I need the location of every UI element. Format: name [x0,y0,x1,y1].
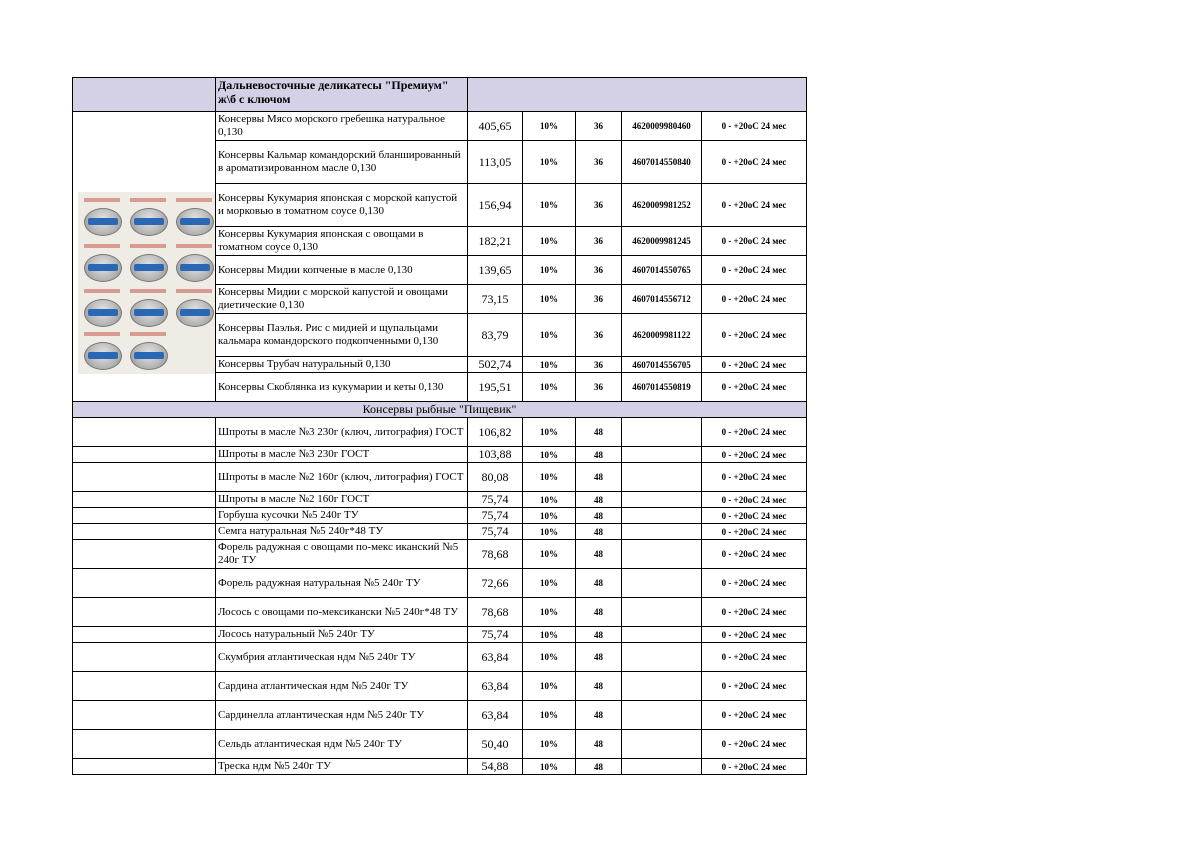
product-pack-qty: 48 [576,569,622,598]
can-icon [176,208,214,236]
product-barcode [622,759,702,775]
product-vat: 10% [523,112,576,141]
product-price: 83,79 [468,314,523,357]
product-vat: 10% [523,314,576,357]
can-icon [84,342,122,370]
product-storage: 0 - +20oC 24 мес [702,540,807,569]
empty-cell [73,730,216,759]
product-price: 73,15 [468,285,523,314]
product-barcode: 4620009980460 [622,112,702,141]
product-vat: 10% [523,492,576,508]
product-pack-qty: 36 [576,227,622,256]
product-barcode [622,418,702,447]
product-storage: 0 - +20oC 24 мес [702,227,807,256]
product-vat: 10% [523,256,576,285]
can-caption [130,289,166,293]
product-name: Лосось с овощами по-мексикански №5 240г*48 ТУ [216,598,468,627]
product-pack-qty: 36 [576,357,622,373]
product-storage: 0 - +20oC 24 мес [702,569,807,598]
table-row [73,492,807,508]
section-premium-header [73,78,807,112]
can-caption [130,332,166,336]
product-price: 502,74 [468,357,523,373]
product-name: Форель радужная с овощами по-мекс иканский №5 240г ТУ [216,540,468,569]
product-storage: 0 - +20oC 24 мес [702,256,807,285]
table-row [73,540,807,569]
product-price: 113,05 [468,141,523,184]
product-price: 50,40 [468,730,523,759]
product-name: Консервы Кальмар командорский бланшированный в ароматизированном масле 0,130 [216,141,468,184]
product-barcode: 4607014556705 [622,357,702,373]
product-vat: 10% [523,643,576,672]
product-barcode [622,463,702,492]
empty-cell [73,463,216,492]
product-storage: 0 - +20oC 24 мес [702,141,807,184]
product-name: Лосось натуральный №5 240г ТУ [216,627,468,643]
product-storage: 0 - +20oC 24 мес [702,314,807,357]
product-price: 63,84 [468,672,523,701]
can-caption [130,198,166,202]
can-caption [84,332,120,336]
product-barcode: 4620009981122 [622,314,702,357]
product-vat: 10% [523,672,576,701]
product-price: 75,74 [468,627,523,643]
product-storage: 0 - +20oC 24 мес [702,463,807,492]
product-price: 75,74 [468,524,523,540]
product-storage: 0 - +20oC 24 мес [702,492,807,508]
product-barcode: 4620009981245 [622,227,702,256]
product-pack-qty: 36 [576,256,622,285]
table-row [73,112,807,141]
product-price: 63,84 [468,701,523,730]
product-name: Шпроты в масле №2 160г ГОСТ [216,492,468,508]
product-barcode [622,569,702,598]
table-row [73,463,807,492]
product-pack-qty: 48 [576,418,622,447]
product-price: 156,94 [468,184,523,227]
product-name: Шпроты в масле №3 230г ГОСТ [216,447,468,463]
table-row [73,569,807,598]
canned-seafood-photo [78,192,216,374]
product-name: Скумбрия атлантическая ндм №5 240г ТУ [216,643,468,672]
product-name: Сардинелла атлантическая ндм №5 240г ТУ [216,701,468,730]
table-row [73,598,807,627]
product-photo-cell [73,112,216,402]
product-barcode [622,598,702,627]
product-vat: 10% [523,540,576,569]
empty-cell [73,627,216,643]
product-barcode [622,540,702,569]
product-name: Шпроты в масле №3 230г (ключ, литография) ГОСТ [216,418,468,447]
can-caption [84,289,120,293]
empty-cell [73,643,216,672]
price-table [72,77,807,775]
product-vat: 10% [523,508,576,524]
product-storage: 0 - +20oC 24 мес [702,627,807,643]
product-barcode: 4607014550765 [622,256,702,285]
section-premium-title-line2: ж\б с ключом [218,92,291,106]
table-row [73,508,807,524]
product-pack-qty: 48 [576,627,622,643]
product-pack-qty: 48 [576,463,622,492]
can-caption [176,289,212,293]
product-pack-qty: 36 [576,112,622,141]
table-row [73,701,807,730]
product-vat: 10% [523,627,576,643]
product-barcode [622,508,702,524]
product-price: 106,82 [468,418,523,447]
product-barcode: 4607014556712 [622,285,702,314]
product-pack-qty: 36 [576,285,622,314]
product-name: Консервы Кукумария японская с овощами в томатном соусе 0,130 [216,227,468,256]
section-pishchevik-header [73,402,807,418]
product-barcode [622,492,702,508]
table-row [73,643,807,672]
product-pack-qty: 36 [576,373,622,402]
product-vat: 10% [523,524,576,540]
section-pishchevik-title: Консервы рыбные "Пищевик" [73,402,807,418]
can-icon [84,208,122,236]
product-vat: 10% [523,227,576,256]
product-vat: 10% [523,730,576,759]
product-name: Форель радужная натуральная №5 240г ТУ [216,569,468,598]
can-caption [130,244,166,248]
product-price: 195,51 [468,373,523,402]
product-storage: 0 - +20oC 24 мес [702,598,807,627]
can-icon [176,254,214,282]
empty-cell [73,759,216,775]
product-price: 405,65 [468,112,523,141]
can-icon [130,299,168,327]
empty-cell [73,540,216,569]
table-row [73,672,807,701]
product-price: 182,21 [468,227,523,256]
section-premium-header-rest [468,78,807,112]
empty-cell [73,447,216,463]
can-caption [84,244,120,248]
can-caption [176,244,212,248]
section-premium-title [216,78,468,112]
product-storage: 0 - +20oC 24 мес [702,373,807,402]
product-price: 72,66 [468,569,523,598]
product-barcode: 4607014550819 [622,373,702,402]
product-barcode [622,643,702,672]
empty-cell [73,508,216,524]
product-name: Сардина атлантическая ндм №5 240г ТУ [216,672,468,701]
product-price: 78,68 [468,540,523,569]
product-pack-qty: 48 [576,447,622,463]
empty-cell [73,418,216,447]
product-storage: 0 - +20oC 24 мес [702,112,807,141]
product-name: Треска ндм №5 240г ТУ [216,759,468,775]
product-barcode [622,701,702,730]
price-list-sheet [72,77,806,775]
product-name: Консервы Мидии копченые в масле 0,130 [216,256,468,285]
can-icon [130,254,168,282]
can-icon [84,299,122,327]
product-storage: 0 - +20oC 24 мес [702,672,807,701]
product-vat: 10% [523,373,576,402]
product-pack-qty: 48 [576,759,622,775]
product-price: 103,88 [468,447,523,463]
product-price: 139,65 [468,256,523,285]
product-vat: 10% [523,598,576,627]
table-row [73,759,807,775]
empty-cell [73,492,216,508]
product-price: 80,08 [468,463,523,492]
empty-cell [73,598,216,627]
product-storage: 0 - +20oC 24 мес [702,730,807,759]
product-name: Шпроты в масле №2 160г (ключ, литография) ГОСТ [216,463,468,492]
product-vat: 10% [523,447,576,463]
product-vat: 10% [523,463,576,492]
section-premium-header-blank [73,78,216,112]
product-storage: 0 - +20oC 24 мес [702,285,807,314]
table-row [73,627,807,643]
product-barcode: 4607014550840 [622,141,702,184]
can-icon [130,208,168,236]
can-caption [176,198,212,202]
product-vat: 10% [523,285,576,314]
section-premium-title-line1: Дальневосточные деликатесы "Премиум" [218,78,449,92]
product-pack-qty: 36 [576,141,622,184]
product-pack-qty: 48 [576,643,622,672]
product-price: 63,84 [468,643,523,672]
table-row [73,730,807,759]
product-storage: 0 - +20oC 24 мес [702,759,807,775]
product-price: 54,88 [468,759,523,775]
product-pack-qty: 48 [576,598,622,627]
product-storage: 0 - +20oC 24 мес [702,447,807,463]
can-icon [130,342,168,370]
product-name: Консервы Мидии с морской капустой и овощами диетические 0,130 [216,285,468,314]
product-name: Консервы Трубач натуральный 0,130 [216,357,468,373]
product-storage: 0 - +20oC 24 мес [702,357,807,373]
table-row [73,447,807,463]
table-row [73,418,807,447]
product-name: Консервы Мясо морского гребешка натуральное 0,130 [216,112,468,141]
product-pack-qty: 36 [576,314,622,357]
product-name: Семга натуральная №5 240г*48 ТУ [216,524,468,540]
product-storage: 0 - +20oC 24 мес [702,508,807,524]
product-vat: 10% [523,569,576,598]
can-icon [176,299,214,327]
product-price: 78,68 [468,598,523,627]
product-barcode [622,672,702,701]
product-barcode: 4620009981252 [622,184,702,227]
product-vat: 10% [523,184,576,227]
product-storage: 0 - +20oC 24 мес [702,418,807,447]
product-pack-qty: 48 [576,730,622,759]
empty-cell [73,524,216,540]
table-row [73,524,807,540]
product-barcode [622,447,702,463]
product-storage: 0 - +20oC 24 мес [702,184,807,227]
product-storage: 0 - +20oC 24 мес [702,643,807,672]
product-pack-qty: 48 [576,540,622,569]
product-storage: 0 - +20oC 24 мес [702,524,807,540]
product-price: 75,74 [468,492,523,508]
empty-cell [73,701,216,730]
product-vat: 10% [523,141,576,184]
product-vat: 10% [523,759,576,775]
product-vat: 10% [523,418,576,447]
product-name: Горбуша кусочки №5 240г ТУ [216,508,468,524]
can-icon [84,254,122,282]
product-pack-qty: 48 [576,524,622,540]
product-barcode [622,730,702,759]
product-name: Сельдь атлантическая ндм №5 240г ТУ [216,730,468,759]
product-vat: 10% [523,701,576,730]
product-barcode [622,627,702,643]
product-pack-qty: 48 [576,508,622,524]
empty-cell [73,569,216,598]
product-barcode [622,524,702,540]
product-name: Консервы Скоблянка из кукумарии и кеты 0,130 [216,373,468,402]
product-price: 75,74 [468,508,523,524]
product-pack-qty: 48 [576,492,622,508]
product-pack-qty: 48 [576,672,622,701]
product-name: Консервы Паэлья. Рис с мидией и щупальцами кальмара командорского подкопченными 0,130 [216,314,468,357]
empty-cell [73,672,216,701]
can-caption [84,198,120,202]
product-name: Консервы Кукумария японская с морской капустой и морковью в томатном соусе 0,130 [216,184,468,227]
product-pack-qty: 36 [576,184,622,227]
product-vat: 10% [523,357,576,373]
product-pack-qty: 48 [576,701,622,730]
product-storage: 0 - +20oC 24 мес [702,701,807,730]
